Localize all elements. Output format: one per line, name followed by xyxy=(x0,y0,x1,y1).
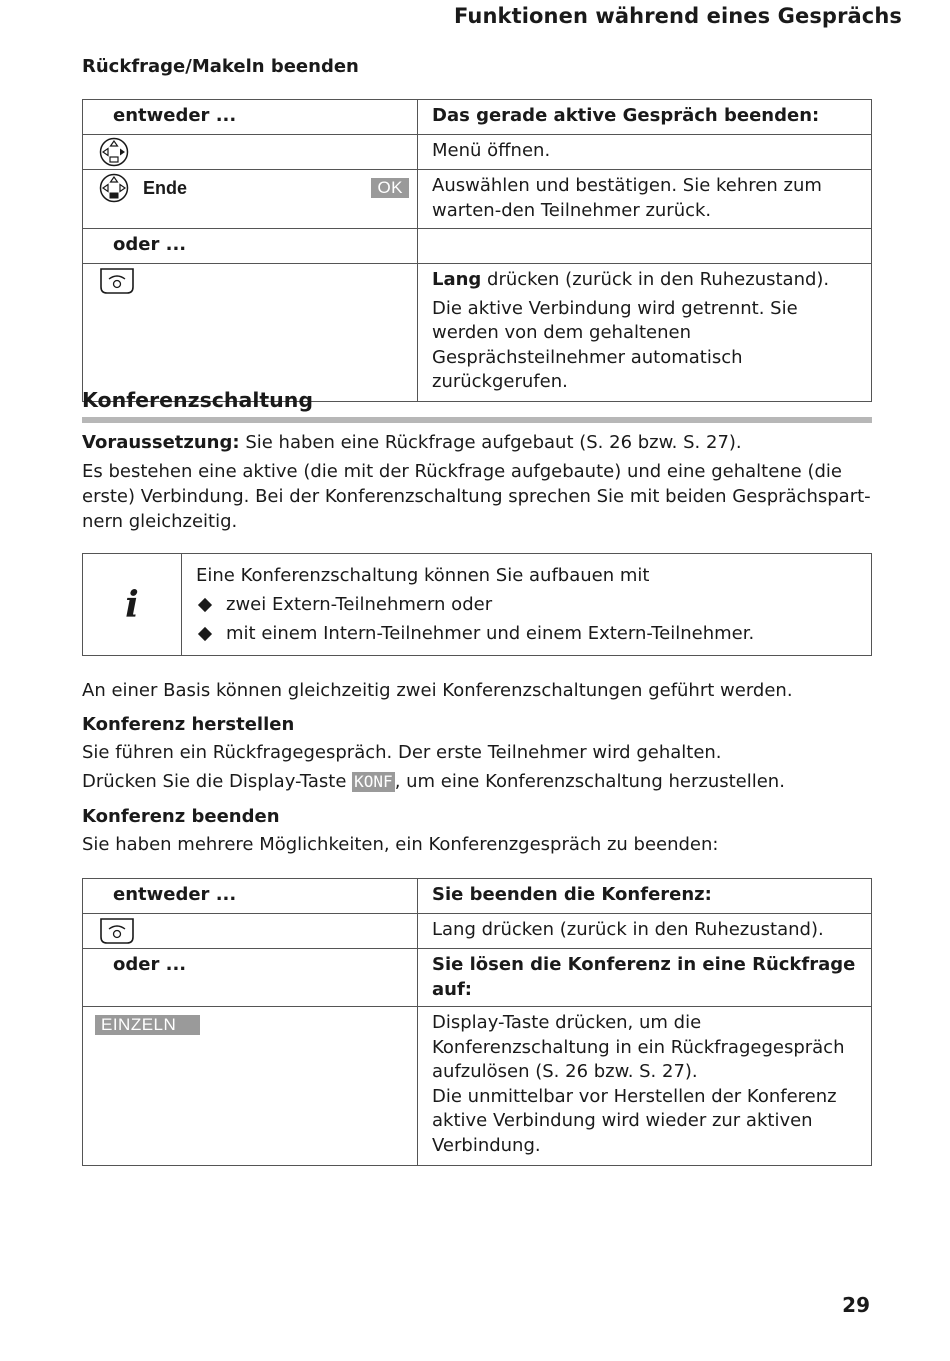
section-heading-konferenz: Konferenzschaltung xyxy=(82,388,314,412)
end-call-key-icon xyxy=(99,917,135,945)
oder-label: oder ... xyxy=(113,954,187,975)
beenden-intro: Sie haben mehrere Möglichkeiten, ein Konferenzgespräch zu beenden: xyxy=(82,834,719,855)
nav-key-down-icon xyxy=(99,173,129,203)
steps-table-rueckfrage xyxy=(82,99,872,402)
intro-paragraph: Es bestehen eine aktive (die mit der Rückfrage aufgebaute) und eine gehaltene (die erste) Verbindung. Bei der Konferenzschaltung sprechen Sie mit beiden Gesprächspart-nern gleichzeitig. xyxy=(82,461,871,532)
cell-active-call-end: Das gerade aktive Gespräch beenden: xyxy=(418,100,872,135)
prerequisite-text xyxy=(82,430,872,455)
cell-einzeln-desc xyxy=(418,1007,872,1166)
konf-display-key[interactable]: KONF xyxy=(354,772,393,791)
oder-label: oder ... xyxy=(113,234,187,255)
info-lead: Eine Konferenzschaltung können Sie aufbauen mit xyxy=(196,565,650,586)
info-bullet-2 xyxy=(196,619,754,648)
ok-softkey[interactable]: OK xyxy=(371,178,409,198)
cell-menu-open: Menü öffnen. xyxy=(418,135,872,170)
bullet-diamond-icon xyxy=(198,626,212,640)
cell-end-call-key xyxy=(83,914,418,949)
page-header-title: Funktionen während eines Gesprächs xyxy=(454,4,902,28)
herstellen-line-2-post: , um eine Konferenzschaltung herzustellen. xyxy=(394,771,785,792)
bullet-diamond-icon xyxy=(198,597,212,611)
cell-entweder xyxy=(83,100,418,135)
cell-einzeln-key xyxy=(83,1007,418,1166)
cell-long-press xyxy=(418,264,872,402)
info-bullet-1 xyxy=(196,590,754,619)
cell-oder xyxy=(83,949,418,1007)
bullet-text: zwei Extern-Teilnehmern oder xyxy=(226,594,493,615)
nav-key-icon xyxy=(99,137,129,167)
prerequisite-label: Voraussetzung: xyxy=(82,432,240,453)
info-body xyxy=(182,554,768,655)
menu-item-ende[interactable]: Ende xyxy=(143,177,188,198)
bullet-text: mit einem Intern-Teilnehmer und einem Extern-Teilnehmer. xyxy=(226,623,755,644)
section-rule xyxy=(82,417,872,423)
end-call-key-icon xyxy=(99,267,135,295)
subheading-beenden: Konferenz beenden xyxy=(82,806,280,827)
info-icon: i xyxy=(83,554,182,655)
cell-end-conference: Sie beenden die Konferenz: xyxy=(418,879,872,914)
lang-bold: Lang xyxy=(432,269,482,290)
cell-nav-key xyxy=(83,135,418,170)
cell-oder xyxy=(83,229,418,264)
basis-note: An einer Basis können gleichzeitig zwei Konferenzschaltungen geführt werden. xyxy=(82,680,793,701)
cell-entweder xyxy=(83,879,418,914)
einzeln-desc-1: Display-Taste drücken, um die Konferenzschaltung in ein Rückfragegespräch aufzulösen (S. 26 bzw. S. 27). xyxy=(432,1012,845,1082)
steps-table-konferenz xyxy=(82,878,872,1166)
cell-end-call-key xyxy=(83,264,418,402)
entweder-label: entweder ... xyxy=(113,884,237,905)
cell-empty xyxy=(418,229,872,264)
prerequisite-body: Sie haben eine Rückfrage aufgebaut (S. 26 bzw. S. 27). xyxy=(239,432,742,453)
subheading-herstellen: Konferenz herstellen xyxy=(82,714,295,735)
herstellen-line-2-pre: Drücken Sie die Display-Taste xyxy=(82,771,353,792)
cell-long-press: Lang drücken (zurück in den Ruhezustand). xyxy=(418,914,872,949)
herstellen-line-1: Sie führen ein Rückfragegespräch. Der erste Teilnehmer wird gehalten. xyxy=(82,742,722,763)
entweder-label: entweder ... xyxy=(113,105,237,126)
section-heading-rueckfrage: Rückfrage/Makeln beenden xyxy=(82,56,359,77)
einzeln-display-key[interactable]: EINZELN xyxy=(95,1015,200,1035)
lang-rest: drücken (zurück in den Ruhezustand). xyxy=(481,269,830,290)
info-box xyxy=(82,553,872,656)
page-number: 29 xyxy=(842,1293,870,1317)
cell-dissolve-conference: Sie lösen die Konferenz in eine Rückfrage auf: xyxy=(418,949,872,1007)
einzeln-desc-2: Die unmittelbar vor Herstellen der Konferenz aktive Verbindung wird wieder zur aktiven Verbindung. xyxy=(432,1085,837,1156)
cell-menu-select xyxy=(83,170,418,229)
callback-note: Die aktive Verbindung wird getrennt. Sie werden von dem gehaltenen Gesprächsteilnehmer automatisch zurückgerufen. xyxy=(432,297,798,392)
herstellen-line-2 xyxy=(82,769,872,794)
cell-select-confirm: Auswählen und bestätigen. Sie kehren zum warten-den Teilnehmer zurück. xyxy=(418,170,872,229)
